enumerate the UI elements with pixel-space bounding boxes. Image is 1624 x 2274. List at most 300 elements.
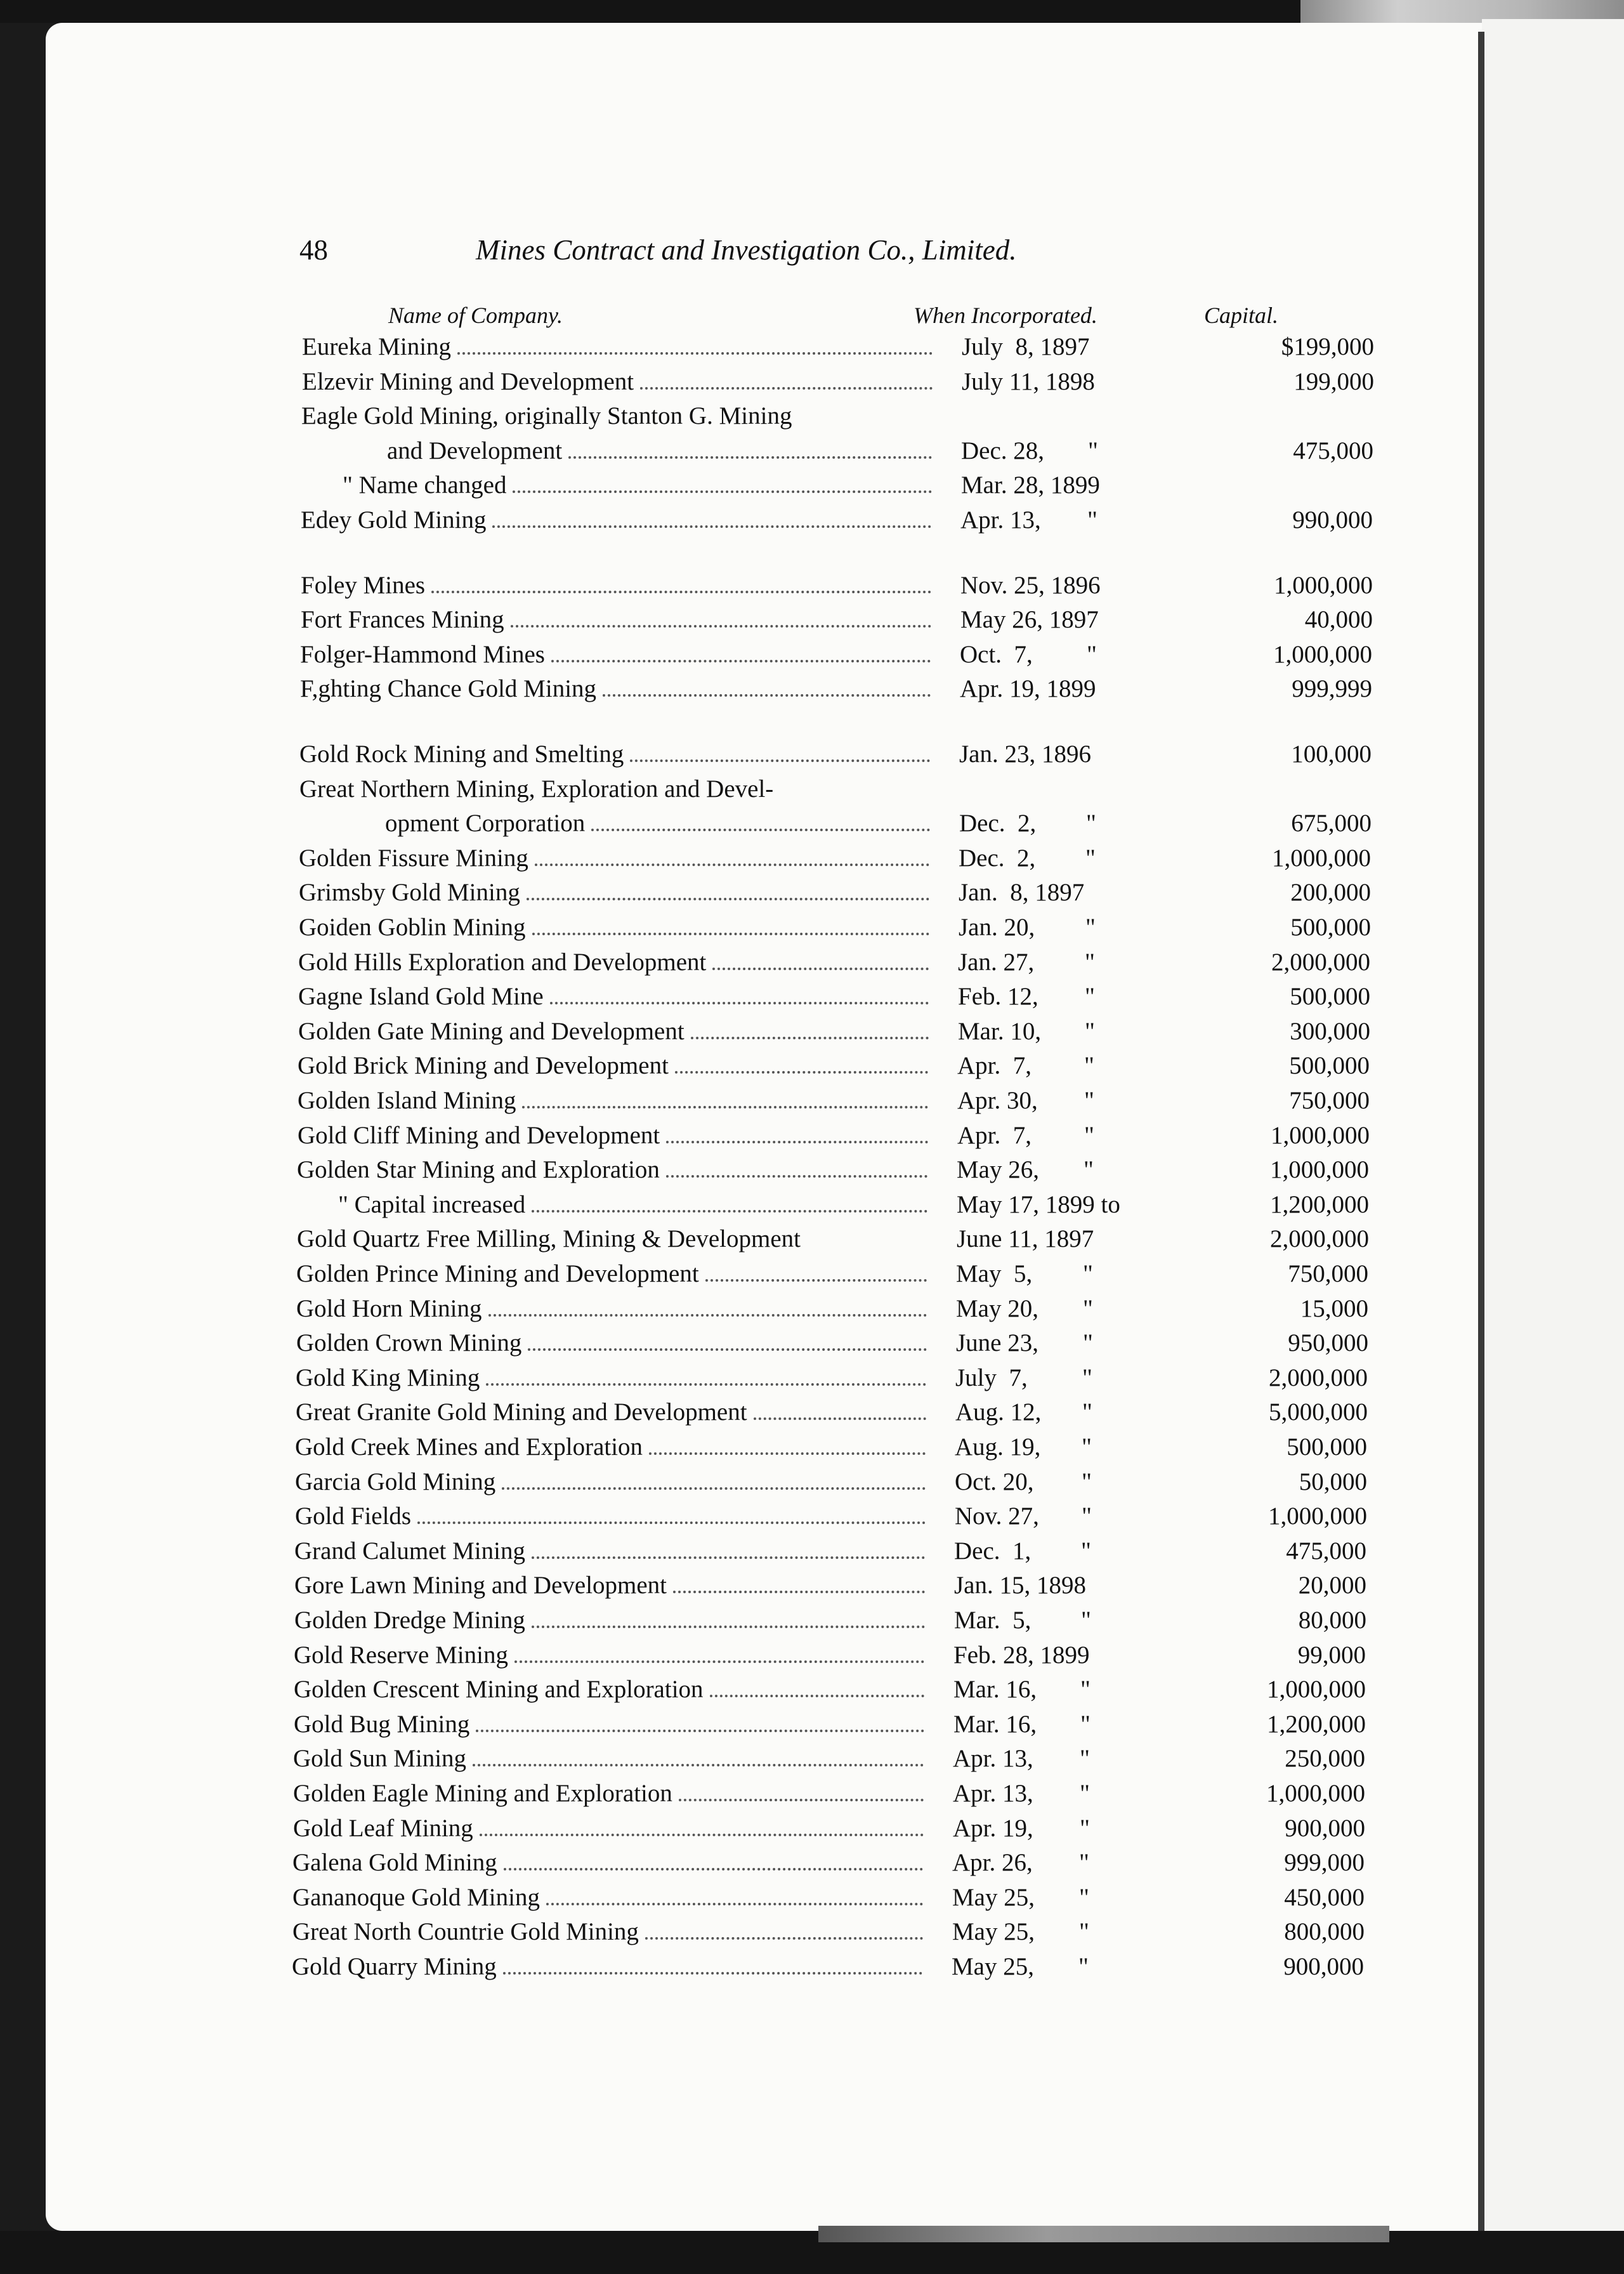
company-name: Gold Fields xyxy=(295,1502,412,1530)
table-row xyxy=(293,1811,1384,1846)
dot-leader xyxy=(710,1695,924,1697)
capital-amount: 50,000 xyxy=(1299,1468,1367,1495)
company-name-cell xyxy=(295,1499,929,1534)
incorporation-date: Jan. 20, xyxy=(959,914,1035,941)
table-row xyxy=(292,1915,1384,1949)
table-row xyxy=(301,468,1392,503)
table-row xyxy=(294,1534,1385,1568)
ditto-mark: " xyxy=(1084,1156,1094,1183)
company-name: Great Granite Gold Mining and Development xyxy=(296,1398,747,1426)
company-name-cell xyxy=(385,806,934,841)
scan-bottom-shadow xyxy=(818,2226,1389,2242)
company-name: Folger-Hammond Mines xyxy=(300,641,545,668)
capital-amount: 1,000,000 xyxy=(1266,1780,1365,1807)
ditto-mark: " xyxy=(1086,810,1096,837)
company-name-cell xyxy=(299,910,933,945)
incorporation-date: May 17, 1899 to xyxy=(957,1191,1120,1218)
company-name-cell xyxy=(343,468,936,503)
incorporation-date: Nov. 25, 1896 xyxy=(960,572,1101,599)
company-name: Gold King Mining xyxy=(296,1364,480,1391)
company-name-cell xyxy=(301,503,935,537)
company-name: Golden Crescent Mining and Exploration xyxy=(294,1676,704,1703)
table-row xyxy=(299,806,1391,841)
table-row xyxy=(299,841,1390,876)
ditto-mark: " xyxy=(1082,1468,1092,1495)
capital-amount: 1,000,000 xyxy=(1268,1502,1367,1530)
capital-amount: 999,999 xyxy=(1292,675,1372,702)
capital-amount: 950,000 xyxy=(1288,1329,1368,1357)
company-name-cell xyxy=(296,1361,930,1395)
table-row xyxy=(292,1950,1383,1984)
company-name-cell xyxy=(298,980,933,1014)
company-name: Gold Horn Mining xyxy=(296,1295,482,1322)
ditto-mark: " xyxy=(1083,1260,1093,1287)
company-name: F,ghting Chance Gold Mining xyxy=(300,675,597,702)
company-name-cell xyxy=(302,330,936,364)
page-number: 48 xyxy=(299,234,328,266)
ditto-mark: " xyxy=(1084,1087,1094,1114)
incorporation-date: Jan. 23, 1896 xyxy=(959,740,1091,768)
dot-leader xyxy=(551,660,931,662)
table-row xyxy=(296,1361,1387,1395)
capital-amount: 99,000 xyxy=(1297,1641,1366,1669)
incorporation-date: Apr. 7, xyxy=(957,1122,1031,1149)
company-name-cell xyxy=(298,1049,932,1083)
company-name-cell xyxy=(298,1119,932,1153)
incorporation-date: Aug. 19, xyxy=(955,1433,1041,1461)
ditto-mark: " xyxy=(1085,983,1095,1010)
company-name-cell xyxy=(298,1015,933,1049)
incorporation-date: Apr. 13, xyxy=(953,1745,1033,1772)
capital-amount: 500,000 xyxy=(1289,1052,1370,1079)
capital-amount: 500,000 xyxy=(1290,983,1370,1010)
incorporation-date: July 11, 1898 xyxy=(962,368,1095,395)
incorporation-date: June 23, xyxy=(956,1329,1038,1357)
company-name-cell xyxy=(294,1534,929,1568)
table-row xyxy=(297,1222,1388,1256)
capital-amount: 2,000,000 xyxy=(1271,949,1370,976)
table-row xyxy=(294,1638,1385,1673)
incorporation-date: Mar. 5, xyxy=(954,1607,1031,1634)
company-name: Golden Star Mining and Exploration xyxy=(297,1156,660,1183)
ditto-mark: " xyxy=(1082,1433,1092,1461)
capital-amount: 500,000 xyxy=(1290,914,1371,941)
company-name-cell xyxy=(301,603,935,637)
company-name: Gold Bug Mining xyxy=(294,1711,470,1738)
dot-leader xyxy=(488,1314,927,1317)
incorporation-date: June 11, 1897 xyxy=(957,1225,1094,1252)
capital-amount: 675,000 xyxy=(1291,810,1372,837)
company-name: Golden Island Mining xyxy=(298,1087,516,1114)
incorporation-date: Oct. 7, xyxy=(960,641,1033,668)
ditto-mark: " xyxy=(1085,1018,1095,1045)
company-name-cell xyxy=(294,1603,929,1638)
company-name: Golden Crown Mining xyxy=(296,1329,522,1357)
table-row xyxy=(300,638,1391,672)
company-name-cell xyxy=(301,568,935,603)
table-row xyxy=(293,1742,1384,1776)
company-name-cell xyxy=(299,737,934,772)
capital-amount: 20,000 xyxy=(1298,1572,1366,1599)
page-header xyxy=(299,233,1175,265)
capital-amount: 5,000,000 xyxy=(1269,1398,1368,1426)
incorporation-date: May 26, xyxy=(957,1156,1039,1183)
incorporation-date: May 5, xyxy=(956,1260,1033,1287)
incorporation-date: Dec. 28, xyxy=(961,437,1045,464)
incorporation-date: Apr. 19, 1899 xyxy=(960,675,1096,702)
ditto-mark: " xyxy=(1079,1849,1089,1876)
company-name-cell xyxy=(296,1292,931,1326)
capital-amount: 900,000 xyxy=(1283,1953,1364,1980)
company-name-cell xyxy=(297,1153,931,1187)
ditto-mark: " xyxy=(1085,914,1096,941)
company-name: Golden Eagle Mining and Exploration xyxy=(293,1780,672,1807)
table-row xyxy=(298,1015,1389,1049)
company-name-cell xyxy=(299,876,933,910)
table-row xyxy=(298,1119,1389,1153)
dot-leader xyxy=(550,1002,929,1004)
company-name-cell xyxy=(296,1326,931,1360)
company-name: " Capital increased xyxy=(338,1191,526,1218)
company-name: Golden Gate Mining and Development xyxy=(298,1018,684,1045)
ditto-mark: " xyxy=(1080,1780,1090,1807)
table-row xyxy=(302,365,1393,399)
ditto-mark: " xyxy=(1079,1884,1089,1911)
capital-amount: 1,200,000 xyxy=(1270,1191,1369,1218)
company-name-cell xyxy=(301,399,936,433)
company-name: Golden Fissure Mining xyxy=(299,845,528,872)
dot-leader xyxy=(522,1106,928,1108)
company-name-cell xyxy=(295,1465,929,1499)
dot-leader xyxy=(532,933,930,935)
company-name: Gold Brick Mining and Development xyxy=(298,1052,669,1079)
dot-leader xyxy=(546,1903,923,1905)
dot-leader xyxy=(486,1383,926,1386)
dot-leader xyxy=(492,525,931,528)
dot-leader xyxy=(591,829,930,831)
capital-amount: 15,000 xyxy=(1300,1295,1368,1322)
incorporation-date: Mar. 16, xyxy=(953,1711,1037,1738)
dot-leader xyxy=(673,1591,925,1593)
capital-amount: 500,000 xyxy=(1287,1433,1367,1461)
company-name-cell xyxy=(298,1084,932,1118)
company-name-cell xyxy=(300,672,934,706)
incorporation-date: Aug. 12, xyxy=(955,1398,1042,1426)
incorporation-date: Apr. 26, xyxy=(952,1849,1033,1876)
company-name: Gananoque Gold Mining xyxy=(292,1884,540,1911)
table-row xyxy=(296,1326,1387,1360)
table-row xyxy=(299,772,1391,806)
incorporation-date: Dec. 2, xyxy=(959,810,1037,837)
ditto-mark: " xyxy=(1083,1295,1093,1322)
company-name: Grimsby Gold Mining xyxy=(299,879,520,906)
table-row xyxy=(295,1465,1386,1499)
ditto-mark: " xyxy=(1085,949,1095,976)
incorporation-date: Apr. 13, xyxy=(960,506,1041,534)
table-row xyxy=(301,568,1392,603)
incorporation-date: Nov. 27, xyxy=(955,1502,1039,1530)
company-name: Grand Calumet Mining xyxy=(294,1537,525,1565)
capital-amount: 750,000 xyxy=(1288,1260,1368,1287)
incorporation-date: Apr. 7, xyxy=(957,1052,1031,1079)
company-name-cell xyxy=(387,434,936,468)
company-name-cell xyxy=(299,841,933,876)
ditto-mark: " xyxy=(1079,1918,1089,1945)
dot-leader xyxy=(691,1037,929,1039)
dot-leader xyxy=(528,1348,927,1351)
ditto-mark: " xyxy=(1080,1711,1090,1738)
table-row xyxy=(302,330,1393,364)
table-row xyxy=(292,1846,1384,1880)
capital-amount: 900,000 xyxy=(1285,1815,1365,1842)
capital-amount: 2,000,000 xyxy=(1270,1225,1369,1252)
ditto-mark: " xyxy=(1082,1398,1092,1426)
company-name: Gagne Island Gold Mine xyxy=(298,983,544,1010)
capital-amount: 199,000 xyxy=(1293,368,1374,395)
dot-leader xyxy=(649,1452,926,1455)
ditto-mark: " xyxy=(1085,845,1096,872)
incorporation-date: Apr. 13, xyxy=(953,1780,1033,1807)
incorporation-date: Jan. 15, 1898 xyxy=(954,1572,1086,1599)
company-name: Eureka Mining xyxy=(302,333,452,360)
dot-leader xyxy=(705,1279,927,1282)
capital-amount: 999,000 xyxy=(1284,1849,1365,1876)
incorporation-date: Mar. 28, 1899 xyxy=(961,471,1100,499)
capital-amount: 1,000,000 xyxy=(1273,641,1372,668)
company-name: Gold Quarry Mining xyxy=(292,1953,497,1980)
company-name: Fort Frances Mining xyxy=(301,606,504,633)
incorporation-date: May 25, xyxy=(952,1918,1035,1945)
table-row xyxy=(295,1430,1386,1464)
capital-amount: 200,000 xyxy=(1290,879,1371,906)
company-name-cell xyxy=(294,1673,928,1707)
dot-leader xyxy=(630,759,930,762)
column-header-name: Name of Company. xyxy=(388,303,563,328)
company-name-cell xyxy=(297,1222,931,1256)
dot-leader xyxy=(514,1660,924,1663)
dot-leader xyxy=(417,1521,926,1524)
company-name: and Development xyxy=(387,437,563,464)
ditto-mark: " xyxy=(1080,1815,1090,1842)
company-name: " Name changed xyxy=(343,471,507,499)
company-name-cell xyxy=(294,1638,928,1673)
ditto-mark: " xyxy=(1082,1502,1092,1530)
incorporation-date: July 8, 1897 xyxy=(962,333,1090,360)
incorporation-date: Oct. 20, xyxy=(955,1468,1034,1495)
incorporation-date: May 20, xyxy=(956,1295,1038,1322)
company-name-cell xyxy=(292,1846,927,1880)
dot-leader xyxy=(457,352,933,355)
dot-leader xyxy=(666,1141,928,1143)
table-row xyxy=(298,1049,1389,1083)
dot-leader xyxy=(476,1730,924,1732)
table-row xyxy=(295,1499,1386,1534)
table-row xyxy=(297,1153,1388,1187)
capital-amount: 1,200,000 xyxy=(1267,1711,1366,1738)
company-name: Gold Reserve Mining xyxy=(294,1641,508,1669)
dot-leader xyxy=(502,1487,926,1490)
company-name-cell xyxy=(295,1430,929,1464)
company-name: Gore Lawn Mining and Development xyxy=(294,1572,667,1599)
dot-leader xyxy=(527,898,929,900)
incorporation-date: Apr. 30, xyxy=(957,1087,1038,1114)
dot-leader xyxy=(532,1626,925,1628)
dot-leader xyxy=(675,1071,928,1074)
page-gutter-rule xyxy=(1478,32,1484,2233)
table-row xyxy=(296,1292,1387,1326)
dot-leader xyxy=(431,591,931,593)
table-row xyxy=(293,1777,1384,1811)
capital-amount: 475,000 xyxy=(1293,437,1373,464)
company-name: Goiden Goblin Mining xyxy=(299,914,526,941)
company-name: Golden Prince Mining and Development xyxy=(296,1260,699,1287)
incorporation-date: May 25, xyxy=(952,1884,1035,1911)
ditto-mark: " xyxy=(1080,1745,1090,1772)
dot-leader xyxy=(503,1972,922,1975)
dot-leader xyxy=(532,1556,925,1559)
company-name: Gold Hills Exploration and Development xyxy=(298,949,707,976)
company-name: Gold Leaf Mining xyxy=(293,1815,473,1842)
ditto-mark: " xyxy=(1078,1953,1089,1980)
company-name: Great North Countrie Gold Mining xyxy=(292,1918,639,1945)
company-name-cell xyxy=(296,1395,930,1429)
company-name: Galena Gold Mining xyxy=(292,1849,497,1876)
table-row xyxy=(299,876,1390,910)
capital-amount: 300,000 xyxy=(1290,1018,1370,1045)
incorporation-date: May 26, 1897 xyxy=(960,606,1099,633)
company-name-cell xyxy=(293,1811,927,1846)
capital-amount: 450,000 xyxy=(1284,1884,1365,1911)
company-name-cell xyxy=(294,1568,929,1603)
table-row xyxy=(294,1707,1385,1742)
capital-amount: 1,000,000 xyxy=(1271,1122,1370,1149)
company-name-cell xyxy=(294,1707,928,1742)
table-row xyxy=(292,1881,1384,1915)
table-row xyxy=(298,1084,1389,1118)
company-name-cell xyxy=(298,945,933,980)
incorporation-date: Jan. 27, xyxy=(958,949,1035,976)
table-row xyxy=(301,503,1392,537)
ditto-mark: " xyxy=(1083,1329,1093,1357)
capital-amount: 1,000,000 xyxy=(1270,1156,1369,1183)
ditto-mark: " xyxy=(1084,1052,1094,1079)
company-name: Elzevir Mining and Development xyxy=(302,368,634,395)
company-name-cell xyxy=(338,1188,931,1222)
table-row xyxy=(301,399,1392,433)
company-name-cell xyxy=(293,1742,927,1776)
dot-leader xyxy=(473,1764,924,1766)
table-row xyxy=(299,910,1390,945)
company-name-cell xyxy=(296,1257,931,1291)
company-name: Gold Quartz Free Milling, Mining & Development xyxy=(297,1225,801,1252)
company-name: Gold Cliff Mining and Development xyxy=(298,1122,660,1149)
company-name-cell xyxy=(293,1777,927,1811)
table-row xyxy=(301,603,1392,637)
ditto-mark: " xyxy=(1082,1364,1092,1391)
capital-amount: 40,000 xyxy=(1304,606,1373,633)
incorporation-date: Mar. 16, xyxy=(953,1676,1037,1703)
company-name: Great Northern Mining, Exploration and Devel- xyxy=(299,775,774,803)
incorporation-date: Apr. 19, xyxy=(953,1815,1033,1842)
capital-amount: 750,000 xyxy=(1289,1087,1370,1114)
capital-amount: 1,000,000 xyxy=(1272,845,1371,872)
capital-amount: 1,000,000 xyxy=(1274,572,1373,599)
ditto-mark: " xyxy=(1081,1537,1091,1565)
ditto-mark: " xyxy=(1088,437,1098,464)
table-row xyxy=(297,1188,1388,1222)
company-name: Gold Creek Mines and Exploration xyxy=(295,1433,643,1461)
ditto-mark: " xyxy=(1087,641,1097,668)
dot-leader xyxy=(666,1175,927,1178)
dot-leader xyxy=(513,490,932,493)
dot-leader xyxy=(754,1417,926,1420)
capital-amount: 990,000 xyxy=(1292,506,1373,534)
incorporation-date: Jan. 8, 1897 xyxy=(959,879,1085,906)
company-name-cell xyxy=(292,1915,927,1949)
incorporation-date: May 25, xyxy=(952,1953,1034,1980)
company-name-cell xyxy=(292,1950,926,1984)
dot-leader xyxy=(645,1937,923,1940)
table-row xyxy=(296,1395,1387,1429)
incorporation-date: Dec. 2, xyxy=(959,845,1036,872)
company-name: Edey Gold Mining xyxy=(301,506,487,534)
dot-leader xyxy=(504,1868,923,1870)
table-row xyxy=(299,737,1391,772)
company-name: Gold Sun Mining xyxy=(293,1745,467,1772)
table-row xyxy=(296,1257,1387,1291)
ditto-mark: " xyxy=(1081,1607,1091,1634)
capital-amount: 1,000,000 xyxy=(1267,1676,1366,1703)
incorporation-date: Mar. 10, xyxy=(958,1018,1042,1045)
table-row xyxy=(301,434,1392,468)
company-name-cell xyxy=(299,772,934,806)
running-title: Mines Contract and Investigation Co., Limited. xyxy=(476,234,1017,266)
ditto-mark: " xyxy=(1087,506,1097,534)
table-row xyxy=(294,1673,1385,1707)
column-header-incorporated: When Incorporated. xyxy=(914,303,1097,328)
capital-amount: 100,000 xyxy=(1291,740,1372,768)
company-name: Eagle Gold Mining, originally Stanton G. Mining xyxy=(301,402,792,430)
capital-amount: 800,000 xyxy=(1284,1918,1365,1945)
ditto-mark: " xyxy=(1080,1676,1090,1703)
dot-leader xyxy=(679,1799,924,1801)
capital-amount: 2,000,000 xyxy=(1269,1364,1368,1391)
table-row xyxy=(298,980,1389,1014)
company-name: Gold Rock Mining and Smelting xyxy=(299,740,624,768)
company-name-cell xyxy=(300,638,934,672)
capital-amount: $199,000 xyxy=(1281,333,1374,360)
table-row xyxy=(294,1603,1385,1638)
dot-leader xyxy=(712,968,929,970)
ditto-mark: " xyxy=(1084,1122,1094,1149)
incorporation-date: Feb. 28, 1899 xyxy=(953,1641,1090,1669)
table-row xyxy=(300,672,1391,706)
table-row xyxy=(298,945,1389,980)
company-name: Golden Dredge Mining xyxy=(294,1607,525,1634)
capital-amount: 475,000 xyxy=(1286,1537,1366,1565)
company-name-cell xyxy=(302,365,936,399)
incorporation-date: Dec. 1, xyxy=(954,1537,1031,1565)
incorporation-date: Feb. 12, xyxy=(958,983,1038,1010)
capital-amount: 250,000 xyxy=(1285,1745,1365,1772)
column-header-capital: Capital. xyxy=(1204,303,1279,328)
company-name: opment Corporation xyxy=(385,810,586,837)
facing-page-edge xyxy=(1482,19,1624,2240)
company-name: Garcia Gold Mining xyxy=(295,1468,496,1495)
incorporation-date: July 7, xyxy=(955,1364,1028,1391)
dot-leader xyxy=(568,456,932,459)
dot-leader xyxy=(603,694,931,697)
